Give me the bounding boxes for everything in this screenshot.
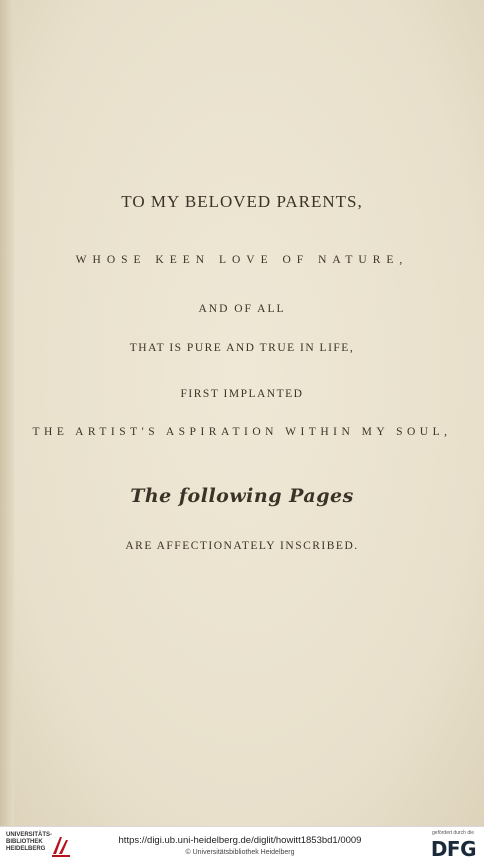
dedication-line-5: FIRST IMPLANTED bbox=[180, 388, 304, 400]
page-gutter bbox=[0, 0, 14, 826]
dedication-line-6: THE ARTIST'S ASPIRATION WITHIN MY SOUL, bbox=[32, 426, 452, 438]
funded-by-label: gefördert durch die bbox=[432, 830, 474, 836]
dedication-line-8: ARE AFFECTIONATELY INSCRIBED. bbox=[125, 540, 359, 552]
dedication-line-3: AND OF ALL bbox=[198, 303, 286, 315]
university-library-logo[interactable] bbox=[6, 832, 76, 860]
dedication-line-1: TO MY BELOVED PARENTS, bbox=[121, 192, 363, 211]
dedication-line-4: THAT IS PURE AND TRUE IN LIFE, bbox=[129, 342, 355, 354]
logo-text: UNIVERSITÄTS- BIBLIOTHEK HEIDELBERG bbox=[6, 832, 53, 852]
permalink-url[interactable]: https://digi.ub.uni-heidelberg.de/diglit/howitt1853bd1/0009 bbox=[118, 835, 362, 846]
dedication-blackletter-line: The following Pages bbox=[130, 485, 354, 507]
dedication-line-2: WHOSE KEEN LOVE OF NATURE, bbox=[75, 254, 409, 266]
viewer-footer bbox=[0, 826, 484, 864]
library-emblem-icon bbox=[50, 834, 72, 858]
copyright-notice: © Universitätsbibliothek Heidelberg bbox=[185, 849, 295, 856]
dfg-logo[interactable]: DFG bbox=[430, 837, 476, 861]
